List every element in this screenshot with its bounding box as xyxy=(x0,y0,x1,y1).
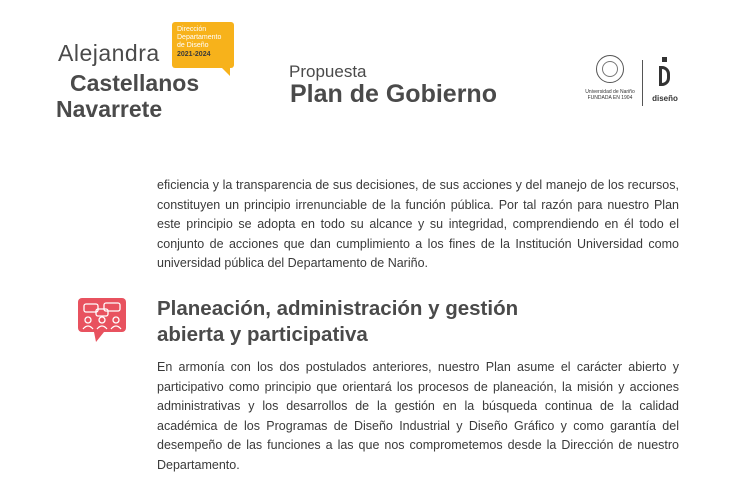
university-name: Universidad de Nariño xyxy=(585,89,635,95)
proposal-label: Propuesta xyxy=(289,62,367,81)
badge-line-1: Dirección xyxy=(177,26,207,33)
design-logo-text: diseño xyxy=(652,94,678,103)
badge-tail-shape xyxy=(220,66,230,76)
page-header xyxy=(0,0,741,130)
badge-years: 2021-2024 xyxy=(177,51,211,58)
logo-divider xyxy=(642,60,643,106)
author-first-name: Alejandra xyxy=(58,40,160,66)
section-title xyxy=(157,296,518,348)
badge-line-2: Departamento xyxy=(177,34,222,41)
author-last-name-2: Navarrete xyxy=(56,96,163,122)
university-founding: FUNDADA EN 1904 xyxy=(587,95,633,101)
design-department-logo xyxy=(650,57,680,107)
seal-inner-ring xyxy=(602,61,618,77)
paragraph-transparency: eficiencia y la transparencia de sus decisiones, de sus acciones y del manejo de los recursos, constituyen un principio irrenunciable de la función pública. Por tal razón para nuestro Plan este principio se adopta en todo su alcance y su integridad, comprendiendo en él todo el conjunto de acciones que dan cumplimiento a los fines de la Institución Universidad como universidad pública del Departamento de Nariño. xyxy=(157,178,679,270)
author-last-name-1: Castellanos xyxy=(70,70,200,96)
proposal-title: Plan de Gobierno xyxy=(290,80,497,108)
badge-line-3: de Diseño xyxy=(177,42,209,49)
paragraph-open-planning: En armonía con los dos postulados anteriores, nuestro Plan asume el carácter abierto y participativo como principio que orientará los procesos de planeación, la misión y acciones administrativas y los desarrollos de la gestión en la búsqueda continua de la calidad académica de los Programas de Diseño Industrial y Diseño Gráfico y como garantía del desempeño de las funciones a las que nos comprometemos desde la Dirección de nuestro Departamento. xyxy=(157,360,679,472)
design-logo-dot xyxy=(662,57,667,62)
section-title-line-1: Planeación, administración y gestión xyxy=(157,297,519,320)
design-logo-d-shape xyxy=(659,66,670,86)
chat-people-icon xyxy=(74,296,130,346)
section-title-line-2: abierta y participativa xyxy=(157,323,368,346)
university-seal-logo xyxy=(583,55,635,105)
direction-badge xyxy=(172,22,234,68)
